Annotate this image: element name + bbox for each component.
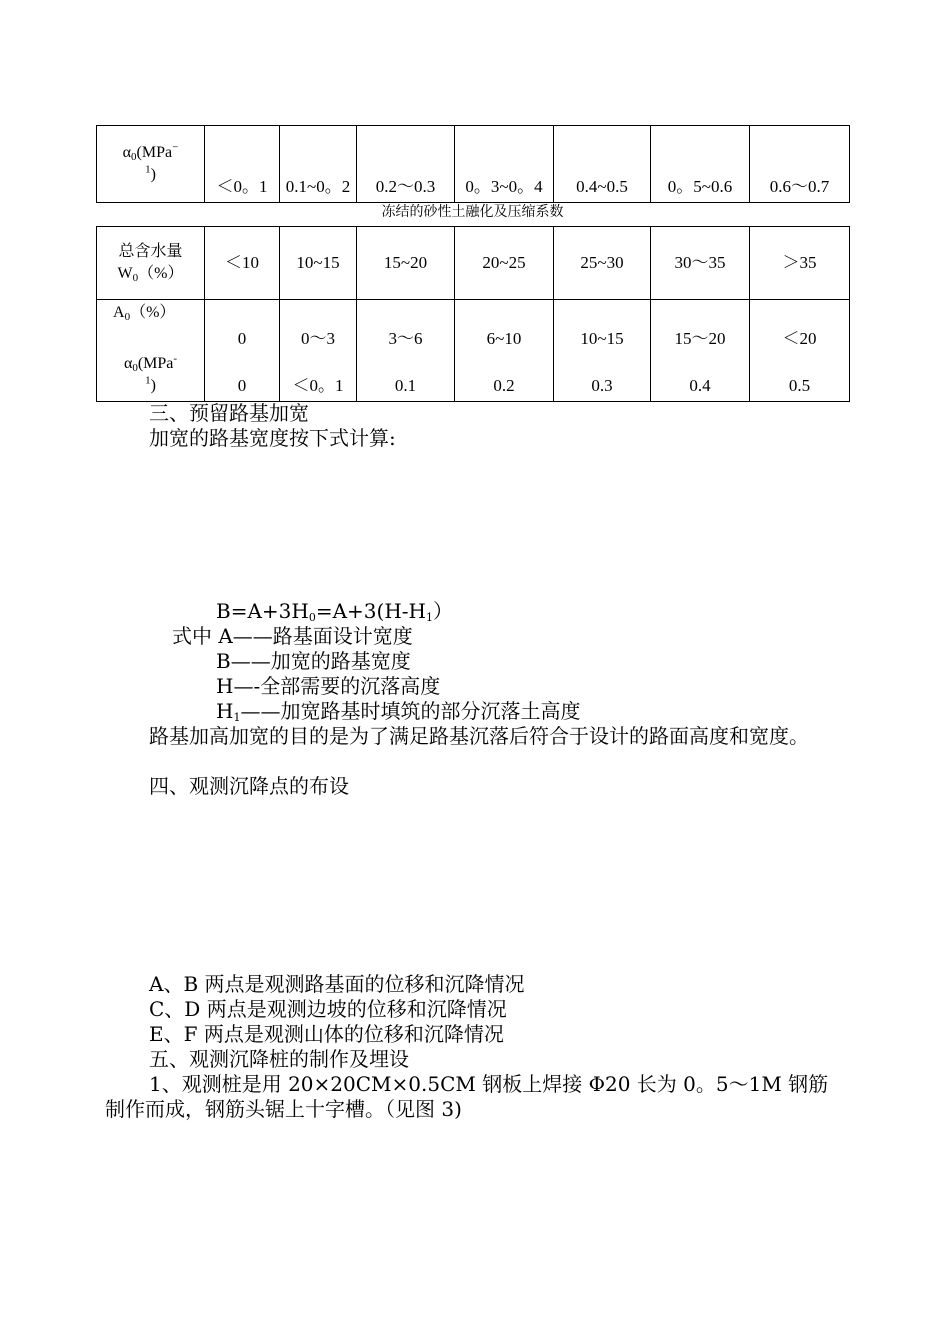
table-cell: 0.5 — [750, 352, 850, 402]
table-cell: 10~15 — [554, 300, 651, 353]
section-4-title: 四、观测沉降点的布设 — [149, 774, 349, 798]
column-header: 25~30 — [554, 227, 651, 300]
table-cell: 0.4 — [651, 352, 750, 402]
section-3-title: 三、预留路基加宽 — [149, 401, 309, 425]
section-5-title: 五、观测沉降桩的制作及埋设 — [149, 1047, 409, 1071]
table-row — [97, 352, 850, 402]
column-header: 10~15 — [280, 227, 357, 300]
table-caption: 冻结的砂性土融化及压缩系数 — [381, 204, 564, 220]
table-row — [97, 126, 850, 203]
row-label-alpha: $\alpha_0(MPa^-$ $^1$) — [97, 126, 205, 203]
table-cell: 0.2～0.3 — [357, 126, 455, 203]
compression-coefficient-table-top — [96, 125, 850, 203]
table-cell: ＜0。1 — [205, 126, 280, 203]
points-ab: A、B 两点是观测路基面的位移和沉降情况 — [149, 972, 525, 996]
table-cell: 0.4~0.5 — [554, 126, 651, 203]
definition-a: 式中 A——路基面设计宽度 — [172, 624, 413, 648]
table-cell: 15～20 — [651, 300, 750, 353]
table-cell: 6~10 — [455, 300, 554, 353]
definition-b: B——加宽的路基宽度 — [216, 649, 411, 673]
column-header: 20~25 — [455, 227, 554, 300]
table-cell: 0 — [205, 300, 280, 353]
row-label-a0: $A_0(\%)$ — [97, 300, 205, 353]
table-cell: 0～3 — [280, 300, 357, 353]
table-cell: 0.3 — [554, 352, 651, 402]
column-header: ＜10 — [205, 227, 280, 300]
width-formula: $B=A+3H_0=A+3(H-H_1)$ — [216, 599, 453, 624]
points-cd: C、D 两点是观测边坡的位移和沉降情况 — [149, 997, 507, 1021]
table-cell: 0。3~0。4 — [455, 126, 554, 203]
table-header-row — [97, 227, 850, 300]
points-ef: E、F 两点是观测山体的位移和沉降情况 — [149, 1022, 504, 1046]
purpose-paragraph: 路基加高加宽的目的是为了满足路基沉落后符合于设计的路面高度和宽度。 — [149, 724, 809, 748]
table-cell: 0.6～0.7 — [750, 126, 850, 203]
table-cell: 0。5~0.6 — [651, 126, 750, 203]
thaw-compression-table — [96, 226, 850, 402]
header-label-water-content: 总含水量 $W_0(\%)$ — [97, 227, 205, 300]
column-header: ＞35 — [750, 227, 850, 300]
table-cell: ＜0。1 — [280, 352, 357, 402]
item-1-paragraph: 1、观测桩是用 20×20CM×0.5CM 钢板上焊接 Φ20 长为 0。5～1M 钢筋制作而成，钢筋头锯上十字槽。（见图 3) — [105, 1072, 829, 1121]
definition-h1: $H_1——$加宽路基时填筑的部分沉落土高度 — [216, 699, 581, 724]
table-cell: 0.2 — [455, 352, 554, 402]
table-cell: 3～6 — [357, 300, 455, 353]
table-cell: 0.1~0。2 — [280, 126, 357, 203]
table-cell: ＜20 — [750, 300, 850, 353]
section-3-intro: 加宽的路基宽度按下式计算: — [149, 426, 396, 450]
column-header: 30～35 — [651, 227, 750, 300]
table-cell: 0.1 — [357, 352, 455, 402]
table-row — [97, 300, 850, 353]
definition-h: H—-全部需要的沉落高度 — [216, 674, 441, 698]
table-cell: 0 — [205, 352, 280, 402]
row-label-alpha0: $\alpha_0(MPa^-$ $^1$) — [97, 352, 205, 402]
column-header: 15~20 — [357, 227, 455, 300]
